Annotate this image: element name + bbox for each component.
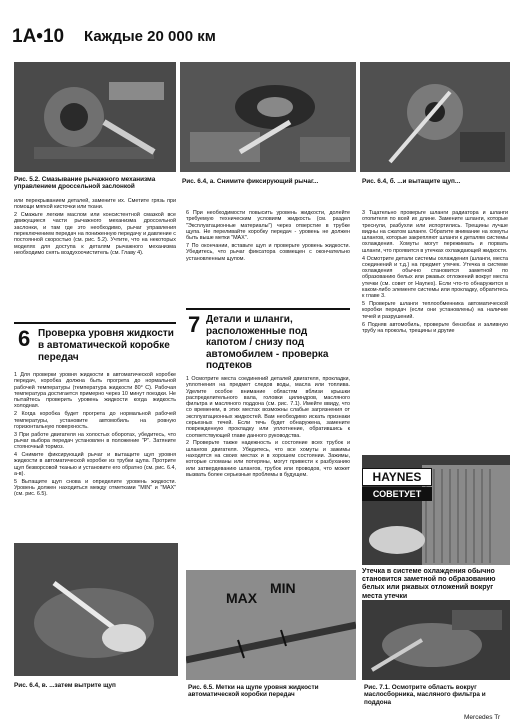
paragraph: 2 Смажьте легким маслом или консистентной смазкой все движущиеся части рычажного механизма дроссельной заслонки, и там где это необходимо, рычаг управления переключением передач на пониженную передачу и давление с постоянной скоростью (см. рис. 5.2). Учтите, что на некоторых моделях для доступа к деталям рычажного механизма необходимо снять воздухоочиститель (см. Главу 4). [14,212,176,256]
paragraph: 1 Для проверки уровня жидкости в автоматической коробке передач, коробка должна быть прогрета до нормальной рабочей температуры (температура жидкости 80° С). Рабочая температура достигается примерно через 10 минут поездки. Не пытайтесь проверить уровень жидкости когда жидкость холодная. [14,372,176,410]
paragraph: 6 Подняв автомобиль, проверьте бензобак и заливную трубу на проколы, трещины и другие [362,321,508,334]
caption-fig-5-2: Рис. 5.2. Смазывание рычажного механизма управлением дроссельной заслонкой [14,176,156,191]
paragraph: 3 Тщательно проверьте шланги радиатора и шланги отопителя по всей их длине. Замените шланги, которые треснули, разбухли или испортились. Трещины лучше видны на сжатом шланге. Обратите внимание на хомуты шлангов, которые закрепляют шланги к деталям системы охлаждения. Хомуты могут пережимать и порвать шланги, что проявится в утечках охлаждающей жидкости. [362,210,508,254]
photo-fig-6-4-a [180,62,356,172]
photo-fig-7-1 [362,600,510,680]
haynes-brand: HAYNES [362,468,432,486]
photo-fig-6-4-v [14,543,178,676]
paragraph: 4 Осмотрите детали системы охлаждения (шланги, места соединений и т.д.) на предмет утечек. Утечка в системе охлаждения обычно становится заметной по образованию белых или ржавых отложений вокруг места утечки (см. совет от Haynes). Если что-то обнаружится в каком-либо элементе системы или прокладку, обратитесь к главе 3. [362,255,508,300]
col2-top-text [186,210,350,263]
dipstick-max-label: MAX [226,590,258,606]
header-bar [0,0,510,50]
caption-fig-6-4-v: Рис. 6.4, в. ...затем вытрите щуп [14,682,116,689]
paragraph: 1 Осмотрите места соединений деталей двигателя, прокладки, уплотнения на предмет следов воды, масла или топлива. Уделите особое внимание областям вблизи крышки распределительного вала, головки цилиндров, масляного фильтра и масляного поддона (см. рис. 7.1). Имейте ввиду, что со временем, в этих местах возможны слабые загрязнения от эксплуатационных жидкостей. Вам необходимо искать признаки серьезных течей. Если течь будет обнаружена, замените поврежденную прокладку или уплотнение, обратившись к соответствующей главе данного руководства. [186,376,350,439]
col2-section-7-text [186,376,350,480]
caption-fig-7-1: Рис. 7.1. Осмотрите область вокруг маслосборника, масляного фильтра и поддона [364,684,486,706]
paragraph: 5 Вытащите щуп снова и определите уровень жидкости. Уровень должен находиться между отметками "MIN" и "MAX" (см. рис. 6.5). [14,478,176,498]
caption-fig-6-4-a: Рис. 6.4, а. Снимите фиксирующий рычаг... [182,178,319,185]
paragraph: 5 Проверьте шланги теплообменника автоматической коробки передач (если они установлены) на наличие течей и разрушений. [362,301,508,320]
header-title: Каждые 20 000 км [84,28,216,45]
caption-fig-6-5: Рис. 6.5. Метки на щупе уровня жидкости автоматической коробки передач [188,684,319,699]
col1-top-text [14,198,176,258]
haynes-tag: СОВЕТУЕТ [362,487,432,501]
footer-brand: Mercedes Tr [464,714,501,721]
photo-fig-6-4-b [360,62,510,172]
paragraph: 6 При необходимости повысить уровень жидкости, долейте требуемую техническим условиям жидкость (см. раздел "Эксплуатационные материалы") через отверстие в трубке щупа. Не переливайте коробку передач - уровень не должен быть выше метки "MAX". [186,210,350,242]
section-6-number: 6 [18,326,31,351]
photo-fig-5-2 [14,62,176,172]
paragraph: 2 Проверьте также надежность и состояние всех трубок и шлангов двигателя. Убедитесь, что все хомуты и зажимы находятся на своих местах и в хорошем состоянии. Зажимы, которые сломаны или потеряны, могут привести к разбуханию или затвердеванию шлангов, трубок или проводов, что может вызвать более серьезные проблемы в будущем. [186,440,350,478]
section-7-title: Детали и шланги, расположенные под капотом / снизу под автомобилем - проверка подтеков [206,314,329,371]
paragraph: 3 При работе двигателя на холостых оборотах, убедитесь, что рычаг выбора передач установлен в положение "P". Затяните стояночный тормоз. [14,431,176,451]
paragraph: 2 Когда коробка будет прогрета до нормальной рабочей температуры, установите автомобиль на ровную горизонтальную поверхность. [14,411,176,430]
paragraph: 7 По окончании, вставьте щуп и проверьте уровень жидкости. Убедитесь, что рычаг фиксатора совмещен с окончательно установленным щупом. [186,242,350,262]
paragraph: 4 Снимите фиксирующий рычаг и вытащите щуп уровня жидкости в автоматической коробке из трубки щупа. Протрите щуп безворсовой тканью и установите его обратно (см. рис. 6.4, а-в). [14,452,176,477]
caption-fig-6-4-b: Рис. 6.4, б. ...и вытащите щуп... [362,178,461,185]
dipstick-min-label: MIN [270,580,296,596]
paragraph: или перекрыванием деталей, замените их. Сметите грязь при помощи мягкой кисточки или ткани. [14,198,176,211]
col3-top-text [362,210,508,336]
haynes-badge [362,468,442,506]
haynes-tip-text: Утечка в системе охлаждения обычно становится заметной по образованию белых или ржавых отложений вокруг места утечки [362,568,496,600]
section-7-heading [186,308,350,370]
section-6-title: Проверка уровня жидкости в автоматической коробке передач [38,328,174,363]
header-section-number: 1A•10 [12,26,65,47]
section-6-heading [14,322,176,368]
photo-fig-6-5 [186,570,356,680]
section-7-number: 7 [188,312,201,337]
col1-section-6-text [14,372,176,499]
